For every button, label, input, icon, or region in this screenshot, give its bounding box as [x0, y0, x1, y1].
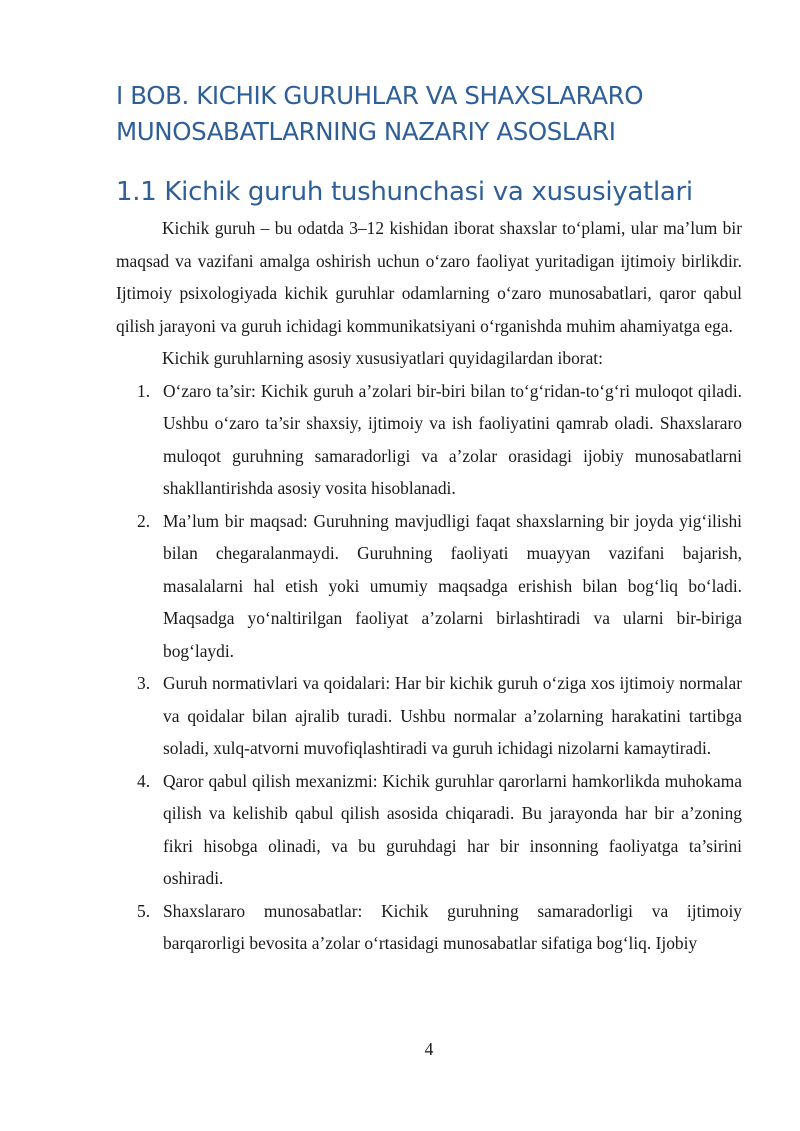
properties-list [116, 375, 742, 960]
body-text [116, 212, 742, 960]
list-item-text: Shaxslararo munosabatlar: Kichik guruhning samaradorligi va ijtimoiy barqarorligi bevosita a’zolar o‘rtasidagi munosabatlar sifatiga bog‘liq. Ijobiy [163, 900, 742, 953]
list-item-number: 3. [137, 673, 151, 693]
list-item-number: 4. [137, 770, 151, 791]
list-item-text: Qaror qabul qilish mexanizmi: Kichik guruhlar qarorlarni hamkorlikda muhokama qilish va kelishib qabul qilish asosida chiqaradi. Bu jarayonda har bir a’zoning fikri hisobga olinadi, va bu guruhdagi har bir insonning faoliyatga ta’sirini oshiradi. [163, 770, 742, 888]
section-title: 1.1 Kichik guruh tushunchasi va xususiyatlari [116, 177, 693, 207]
intro-paragraph: Kichik guruh – bu odatda 3–12 kishidan iborat shaxslar to‘plami, ular ma’lum bir maqsad va vazifani amalga oshirish uchun o‘zaro faoliyat yuritadigan ijtimoiy birlikdir. Ijtimoiy psixologiyada kichik guruhlar odamlarning o‘zaro munosabatlari, qaror qabul qilish jarayoni va guruh ichidagi kommunikatsiyani o‘rganishda muhim ahamiyatga ega. [116, 218, 742, 336]
list-item-number: 2. [137, 510, 151, 531]
list-item [116, 375, 742, 505]
list-item [116, 895, 742, 960]
list-item-text: O‘zaro ta’sir: Kichik guruh a’zolari bir-biri bilan to‘g‘ridan-to‘g‘ri muloqot qiladi. Ushbu o‘zaro ta’sir shaxsiy, ijtimoiy va ish faoliyatini qamrab oladi. Shaxslararo muloqot guruhning samaradorligi va a’zolar orasidagi ijobiy munosabatlarni shakllantirishda asosiy vosita hisoblanadi. [163, 380, 742, 498]
list-item [116, 505, 742, 668]
list-item-number: 1. [137, 380, 151, 401]
list-item-number: 5. [137, 900, 151, 921]
list-item-text: Guruh normativlari va qoidalari: Har bir kichik guruh o‘ziga xos ijtimoiy normalar va qoidalar bilan ajralib turadi. Ushbu normalar a’zolarning harakatini tartibga soladi, xulq-atvorni muvofiqlashtiradi va guruh ichidagi nizolarni kamaytiradi. [163, 673, 742, 758]
chapter-title: I BOB. KICHIK GURUHLAR VA SHAXSLARARO MUNOSABATLARNING NAZARIY ASOSLARI [116, 81, 644, 146]
list-item-text: Ma’lum bir maqsad: Guruhning mavjudligi faqat shaxslarning bir joyda yig‘ilishi bilan chegaralanmaydi. Guruhning faoliyati muayyan vazifani bajarish, masalalarni hal etish yoki umumiy maqsadga erishish bilan bog‘liq bo‘ladi. Maqsadga yo‘naltirilgan faoliyat a’zolarni birlashtiradi va ularni bir-biriga bog‘laydi. [163, 510, 742, 661]
page-number: 4 [424, 1039, 434, 1059]
list-item [116, 765, 742, 895]
list-lead-paragraph: Kichik guruhlarning asosiy xususiyatlari quyidagilardan iborat: [162, 348, 603, 368]
list-item [116, 667, 742, 765]
